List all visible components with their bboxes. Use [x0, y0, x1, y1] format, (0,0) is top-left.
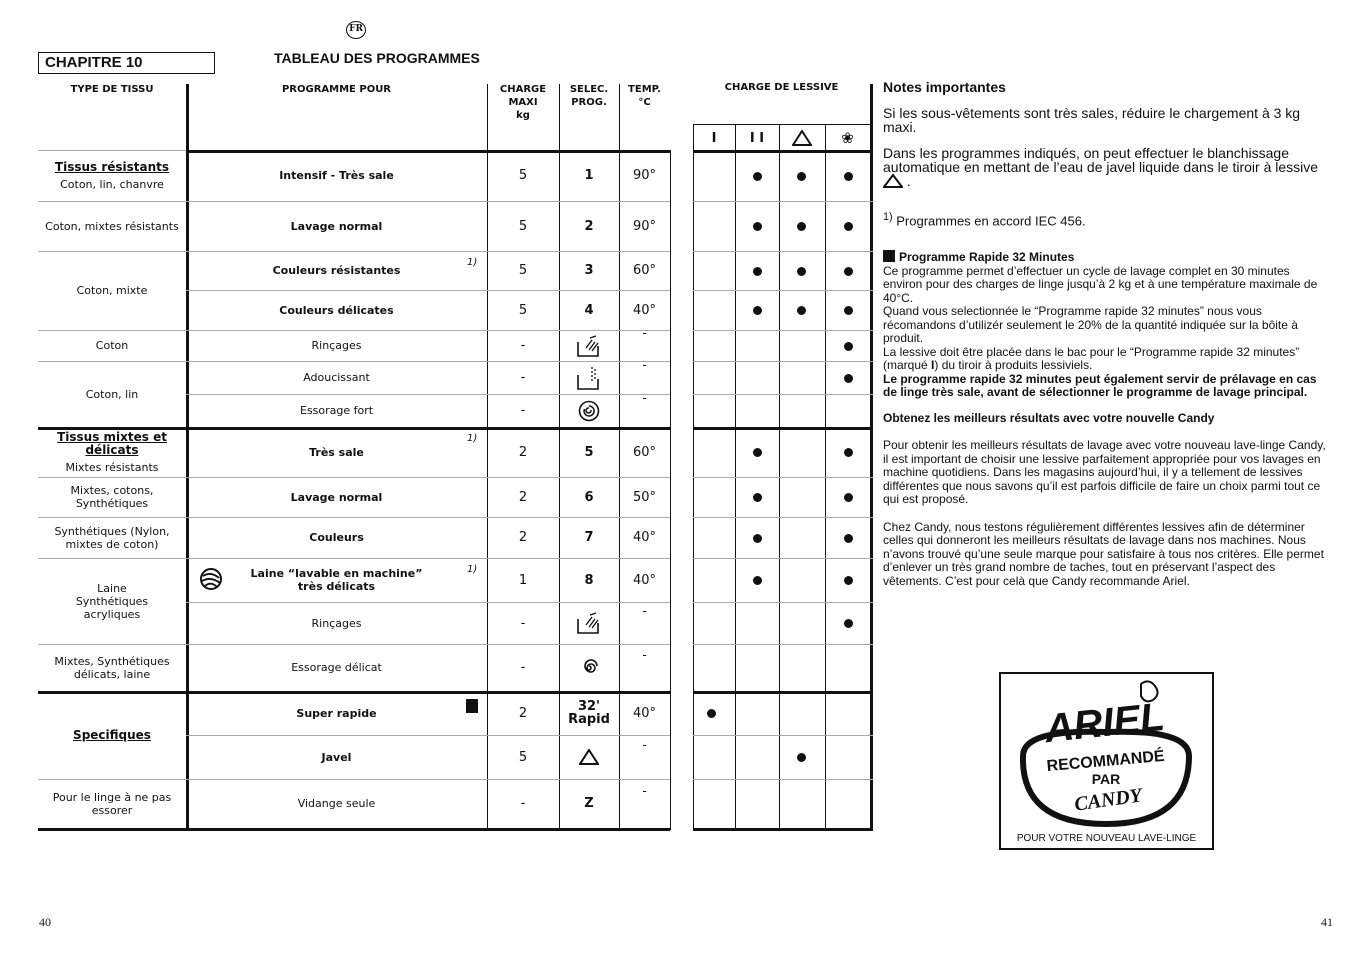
- program-name: Adoucissant: [303, 371, 370, 384]
- max-charge: -: [520, 660, 526, 675]
- temperature: 40°: [632, 302, 657, 318]
- temperature: -: [642, 648, 647, 662]
- chapter-label: CHAPITRE 10: [38, 52, 215, 74]
- max-charge: 5: [518, 749, 528, 765]
- header-charge: CHARGE MAXI kg: [499, 84, 547, 121]
- detergent-dot: [753, 222, 762, 231]
- ariel-logo-art: [1001, 674, 1212, 834]
- temperature: -: [642, 358, 647, 372]
- row-rule: [693, 602, 873, 603]
- temperature: 60°: [632, 263, 657, 278]
- program-name: Essorage fort: [299, 404, 374, 417]
- row-rule: [693, 201, 873, 202]
- fabric-f5: Coton, lin: [85, 387, 139, 401]
- max-charge: 1: [518, 572, 528, 588]
- row-rule: [693, 427, 873, 430]
- fabric-category-title: Tissus résistants: [54, 159, 170, 174]
- program-name: Lavage normal: [290, 490, 383, 504]
- max-charge: 5: [518, 302, 528, 318]
- svg-text:CANDY: CANDY: [1073, 784, 1144, 816]
- header-rule: [693, 124, 873, 125]
- max-charge: 2: [518, 705, 528, 721]
- notes-panel: [883, 80, 1330, 588]
- flower-softener-icon: ❀: [841, 128, 854, 147]
- fabric-f1: [42, 150, 182, 201]
- program-name: Rinçages: [311, 616, 362, 630]
- program-selector: 3: [584, 263, 594, 278]
- program-name: Laine “lavable en machine” très délicats: [250, 567, 423, 593]
- page-title: TABLEAU DES PROGRAMMES: [274, 50, 480, 66]
- rinse-icon: [559, 330, 619, 361]
- footnote-marker: 1): [467, 433, 478, 444]
- column-rule: [870, 84, 873, 830]
- detergent-dot: [844, 576, 853, 585]
- fabric-f8: Synthétiques (Nylon, mixtes de coton): [54, 524, 170, 551]
- page-number-right: 41: [1321, 915, 1333, 929]
- fabric-f11: Specifiques: [73, 727, 151, 742]
- language-badge: FR: [346, 21, 366, 39]
- candy-title: Obtenez les meilleurs résultats avec votre nouvelle Candy: [883, 410, 1215, 425]
- detergent-dot: [797, 222, 806, 231]
- program-name: Essorage délicat: [291, 661, 382, 674]
- temperature: -: [642, 603, 647, 618]
- svg-text:ARIEL: ARIEL: [1042, 694, 1167, 752]
- column-rule: [670, 150, 671, 830]
- temperature: 90°: [632, 168, 657, 183]
- row-rule: [693, 644, 873, 645]
- footnote-marker: 1): [467, 257, 478, 268]
- row-rule: [693, 477, 873, 478]
- detergent-dot: [844, 267, 853, 276]
- row-rule: [693, 251, 873, 252]
- detergent-dot: [844, 534, 853, 543]
- spin-icon: [559, 394, 619, 427]
- svg-text:RECOMMANDÉ: RECOMMANDÉ: [1045, 747, 1166, 776]
- max-charge: 2: [518, 444, 528, 460]
- program-selector: 2: [584, 218, 594, 234]
- temperature: -: [642, 326, 647, 340]
- program-name: Couleurs résistantes: [272, 264, 401, 277]
- detergent-dot: [797, 267, 806, 276]
- detergent-dot: [753, 534, 762, 543]
- fabric-f10: Mixtes, Synthétiques délicats, laine: [54, 654, 170, 681]
- program-selector: Z: [584, 796, 594, 811]
- row-rule: [693, 361, 873, 362]
- header-lessive: CHARGE DE LESSIVE: [724, 82, 839, 93]
- note-bleach: Dans les programmes indiqués, on peut effectuer le blanchissage automatique en mettant de l’eau de javel liquide dans le tiroir à lessive .: [883, 145, 1319, 189]
- program-selector: 7: [584, 530, 594, 545]
- max-charge: 5: [518, 168, 528, 183]
- temperature: -: [642, 391, 647, 405]
- detergent-dot: [844, 374, 853, 383]
- detergent-dot: [707, 709, 716, 718]
- ariel-caption: POUR VOTRE NOUVEAU LAVE-LINGE: [1016, 833, 1197, 844]
- max-charge: -: [520, 615, 526, 631]
- temperature: -: [642, 737, 647, 752]
- row-rule: [693, 150, 873, 153]
- program-name: Très sale: [309, 445, 364, 459]
- softener-icon: [559, 361, 619, 394]
- row-rule: [693, 828, 873, 831]
- row-rule: [693, 394, 873, 395]
- detergent-dot: [797, 306, 806, 315]
- detergent-dot: [844, 342, 853, 351]
- program-name: Javel: [321, 750, 352, 764]
- header-temp: TEMP. °C: [628, 84, 661, 108]
- fabric-f9: Laine Synthétiques acryliques: [75, 581, 149, 621]
- temperature: 40°: [632, 530, 657, 545]
- max-charge: -: [520, 796, 526, 811]
- footnote-marker: 1): [467, 564, 478, 575]
- detergent-dot: [844, 448, 853, 457]
- bleach-triangle-icon: [779, 127, 825, 149]
- fabric-f6: [42, 427, 182, 477]
- header-selec: SELEC. PROG.: [569, 84, 609, 108]
- temperature: 50°: [632, 489, 657, 505]
- fabric-f4: Coton: [95, 339, 129, 352]
- svg-text:PAR: PAR: [1091, 771, 1121, 787]
- program-selector: 1: [584, 168, 594, 183]
- compartment-ii-label: I I: [749, 130, 765, 146]
- max-charge: 2: [518, 530, 528, 545]
- fabric-subtitle: Mixtes résistants: [65, 460, 159, 474]
- row-rule: [693, 735, 873, 736]
- program-name: Vidange seule: [297, 797, 376, 810]
- page-number-left: 40: [39, 915, 51, 929]
- row-rule: [693, 330, 873, 331]
- temperature: 40°: [632, 572, 657, 588]
- square-icon: [883, 250, 895, 262]
- detergent-dot: [753, 306, 762, 315]
- row-rule: [693, 558, 873, 559]
- detergent-dot: [797, 172, 806, 181]
- max-charge: 5: [518, 263, 528, 278]
- max-charge: -: [520, 403, 526, 418]
- max-charge: 2: [518, 489, 528, 505]
- rapid-section: Programme Rapide 32 Minutes Ce programme permet d’effectuer un cycle de lavage complet en 30 minutes environ pour des charges de linge jusqu’à 2 kg et à une température maximale de 40°C. Quand vous selectionnée le “Programme rapide 32 minutes” nous vous récomandons d’utilizér seulement le 20% de la quantité indiquée sur la bôite à produit. La lessive doit être placée dans le bac pour le “Programme rapide 32 minutes” (marqué I) du tiroir à produits lessiviels. Le programme rapide 32 minutes peut également servir de prélavage en cas de linge très sale, avant de sélectionner le programme de lavage principal. Obtenez les meilleurs résultats avec votre nouvelle Candy Pour obtenir les meilleurs résultats de lavage avec votre nouveau lave-linge Candy, il est important de choisir une lessive parfaitement appropriée pour vos lavages en machine quotidiens. Dans les magasins aujourd’hui, il y a tellement de lessives différentes que nous savons qu’il est parfois difficile de faire un choix parmi tout ce qui est proposé. Chez Candy, nous testons régulièrement différentes lessives afin de déterminer celles qui donneront les meilleurs résultats de lavage dans nos machines. Nous n’avons trouvé qu’une seule marque pour satisfaire à tous nos critères. Elle permet d’enlever un très grand nombre de taches, tout en préservant l’aspect des vêtements. C’est pour celà que Candy recommande Ariel.: [883, 250, 1330, 588]
- program-name: Intensif - Très sale: [279, 169, 394, 182]
- program-selector: 6: [584, 489, 594, 505]
- row-rule: [693, 779, 873, 780]
- max-charge: 5: [518, 218, 528, 234]
- ariel-recommendation-logo: [999, 672, 1214, 850]
- max-charge: -: [520, 338, 526, 353]
- fabric-f12: Pour le linge à ne pas essorer: [52, 790, 172, 817]
- detergent-dot: [797, 753, 806, 762]
- temperature: 90°: [632, 218, 657, 234]
- header-prog: PROGRAMME POUR: [281, 84, 392, 95]
- program-name: Super rapide: [296, 706, 377, 720]
- detergent-dot: [753, 172, 762, 181]
- gentle-spin-icon: [559, 644, 619, 691]
- fabric-rule: [38, 828, 186, 831]
- program-name: Rinçages: [311, 339, 362, 352]
- fabric-subtitle: Coton, lin, chanvre: [60, 177, 164, 191]
- notes-title: Notes importantes: [883, 79, 1006, 95]
- detergent-dot: [844, 222, 853, 231]
- temperature: 60°: [632, 444, 657, 460]
- row-rule: [693, 517, 873, 518]
- fabric-f7: Mixtes, cotons, Synthétiques: [70, 484, 154, 510]
- temperature: -: [642, 784, 647, 798]
- detergent-dot: [844, 172, 853, 181]
- detergent-dot: [844, 619, 853, 628]
- detergent-dot: [844, 306, 853, 315]
- bleach-triangle-icon: [883, 174, 903, 188]
- square-icon: [466, 699, 478, 713]
- row-rule: [693, 290, 873, 291]
- row-rule: [693, 691, 873, 694]
- footnote: $^{1)}$ Programmes en accord IEC 456.: [883, 211, 1086, 229]
- row-rule: [186, 828, 670, 831]
- program-selector: 4: [584, 302, 594, 318]
- program-selector: 32' Rapid: [568, 699, 610, 727]
- fabric-category-title: Tissus mixtes et délicats: [57, 429, 167, 457]
- program-name: Lavage normal: [290, 219, 383, 233]
- rinse-icon: [559, 602, 619, 644]
- compartment-i-label: I: [711, 130, 717, 146]
- column-rule: [186, 84, 189, 830]
- note-underwear: Si les sous-vêtements sont très sales, réduire le chargement à 3 kg maxi.: [883, 105, 1301, 135]
- bleach-triangle-icon: [559, 735, 619, 779]
- program-selector: 8: [584, 572, 594, 588]
- temperature: 40°: [632, 705, 657, 721]
- header-type: TYPE DE TISSU: [70, 84, 154, 95]
- detergent-dot: [753, 267, 762, 276]
- program-name: Couleurs: [309, 531, 364, 544]
- detergent-dot: [753, 576, 762, 585]
- max-charge: -: [520, 370, 526, 385]
- detergent-dot: [753, 448, 762, 457]
- fabric-f2: Coton, mixtes résistants: [45, 219, 179, 233]
- detergent-dot: [844, 493, 853, 502]
- detergent-dot: [753, 493, 762, 502]
- fabric-f3: Coton, mixte: [76, 284, 148, 297]
- program-selector: 5: [584, 444, 594, 460]
- program-name: Couleurs délicates: [279, 303, 394, 317]
- wool-icon: [198, 566, 224, 592]
